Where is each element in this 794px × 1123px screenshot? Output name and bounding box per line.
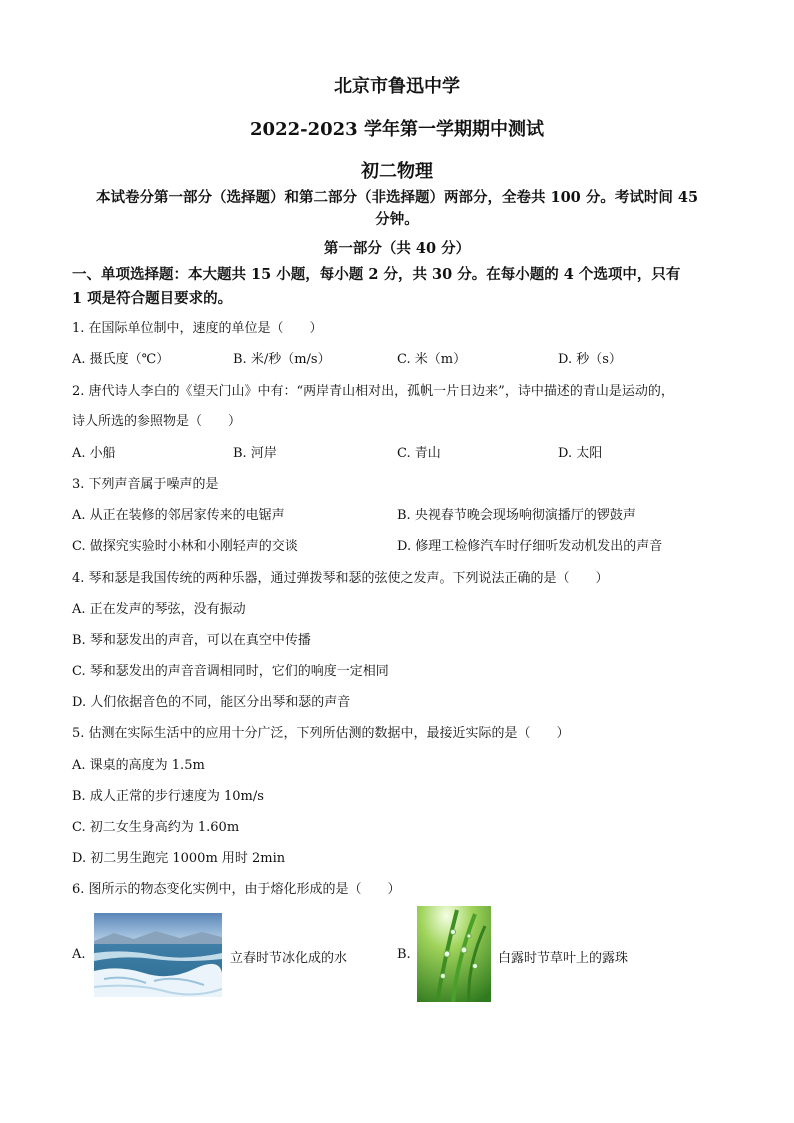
- q1-option-d: D. 秒（s）: [558, 352, 622, 367]
- question-4: 4. 琴和瑟是我国传统的两种乐器，通过弹拨琴和瑟的弦使之发声。下列说法正确的是（ ）: [72, 571, 609, 586]
- q6-option-b-caption: 白露时节草叶上的露珠: [498, 951, 629, 966]
- q2-option-a: A. 小船: [72, 446, 116, 461]
- exam-title: 2022-2023 学年第一学期期中测试: [250, 119, 544, 140]
- q3-option-d: D. 修理工检修汽车时仔细听发动机发出的声音: [397, 539, 663, 554]
- q4-option-c: C. 琴和瑟发出的声音音调相同时，它们的响度一定相同: [72, 664, 389, 679]
- q5-option-b: B. 成人正常的步行速度为 10m/s: [72, 789, 264, 804]
- question-5: 5. 估测在实际生活中的应用十分广泛，下列所估测的数据中，最接近实际的是（ ）: [72, 726, 570, 741]
- melting-ice-image: [94, 913, 222, 997]
- q1-option-a: A. 摄氏度（℃）: [72, 352, 170, 367]
- question-3: 3. 下列声音属于噪声的是: [72, 477, 219, 492]
- q5-option-a: A. 课桌的高度为 1.5m: [72, 758, 205, 773]
- q3-option-c: C. 做探究实验时小林和小刚轻声的交谈: [72, 539, 298, 554]
- q1-option-c: C. 米（m）: [397, 352, 467, 367]
- part-title: 第一部分（共 40 分）: [323, 240, 471, 257]
- q6-option-a-label: A.: [72, 947, 86, 962]
- melting-ice-photo: [94, 913, 222, 997]
- q6-option-b-label: B.: [397, 947, 411, 962]
- q2-option-d: D. 太阳: [558, 446, 603, 461]
- question-1: 1. 在国际单位制中，速度的单位是（ ）: [72, 321, 323, 336]
- subject-title: 初二物理: [361, 161, 433, 182]
- q6-option-a-caption: 立春时节冰化成的水: [230, 951, 348, 966]
- q2-option-c: C. 青山: [397, 446, 441, 461]
- q4-option-b: B. 琴和瑟发出的声音，可以在真空中传播: [72, 633, 311, 648]
- question-2-line-2: 诗人所选的参照物是（ ）: [72, 414, 242, 429]
- q4-option-a: A. 正在发声的琴弦，没有振动: [72, 602, 246, 617]
- dew-on-grass-photo: [417, 906, 491, 1002]
- question-2-line-1: 2. 唐代诗人李白的《望天门山》中有：“两岸青山相对出，孤帆一片日边来”，诗中描述的青山是运动的，: [72, 384, 674, 399]
- q2-option-b: B. 河岸: [233, 446, 277, 461]
- section-heading-line-1: 一、单项选择题：本大题共 15 小题，每小题 2 分，共 30 分。在每小题的 4 个选项中，只有: [72, 266, 681, 283]
- q3-option-a: A. 从正在装修的邻居家传来的电锯声: [72, 508, 285, 523]
- q5-option-c: C. 初二女生身高约为 1.60m: [72, 820, 240, 835]
- q3-option-b: B. 央视春节晚会现场响彻演播厅的锣鼓声: [397, 508, 636, 523]
- dew-grass-image: [417, 906, 491, 1002]
- intro-line-1: 本试卷分第一部分（选择题）和第二部分（非选择题）两部分，全卷共 100 分。考试时间 45: [95, 189, 699, 206]
- section-heading-line-2: 1 项是符合题目要求的。: [72, 290, 233, 307]
- q4-option-d: D. 人们依据音色的不同，能区分出琴和瑟的声音: [72, 695, 351, 710]
- school-name: 北京市鲁迅中学: [334, 76, 460, 97]
- question-6: 6. 图所示的物态变化实例中，由于熔化形成的是（ ）: [72, 882, 401, 897]
- exam-intro: [72, 187, 722, 231]
- q1-option-b: B. 米/秒（m/s）: [233, 352, 331, 367]
- intro-line-2: 分钟。: [375, 211, 419, 228]
- q5-option-d: D. 初二男生跑完 1000m 用时 2min: [72, 851, 286, 866]
